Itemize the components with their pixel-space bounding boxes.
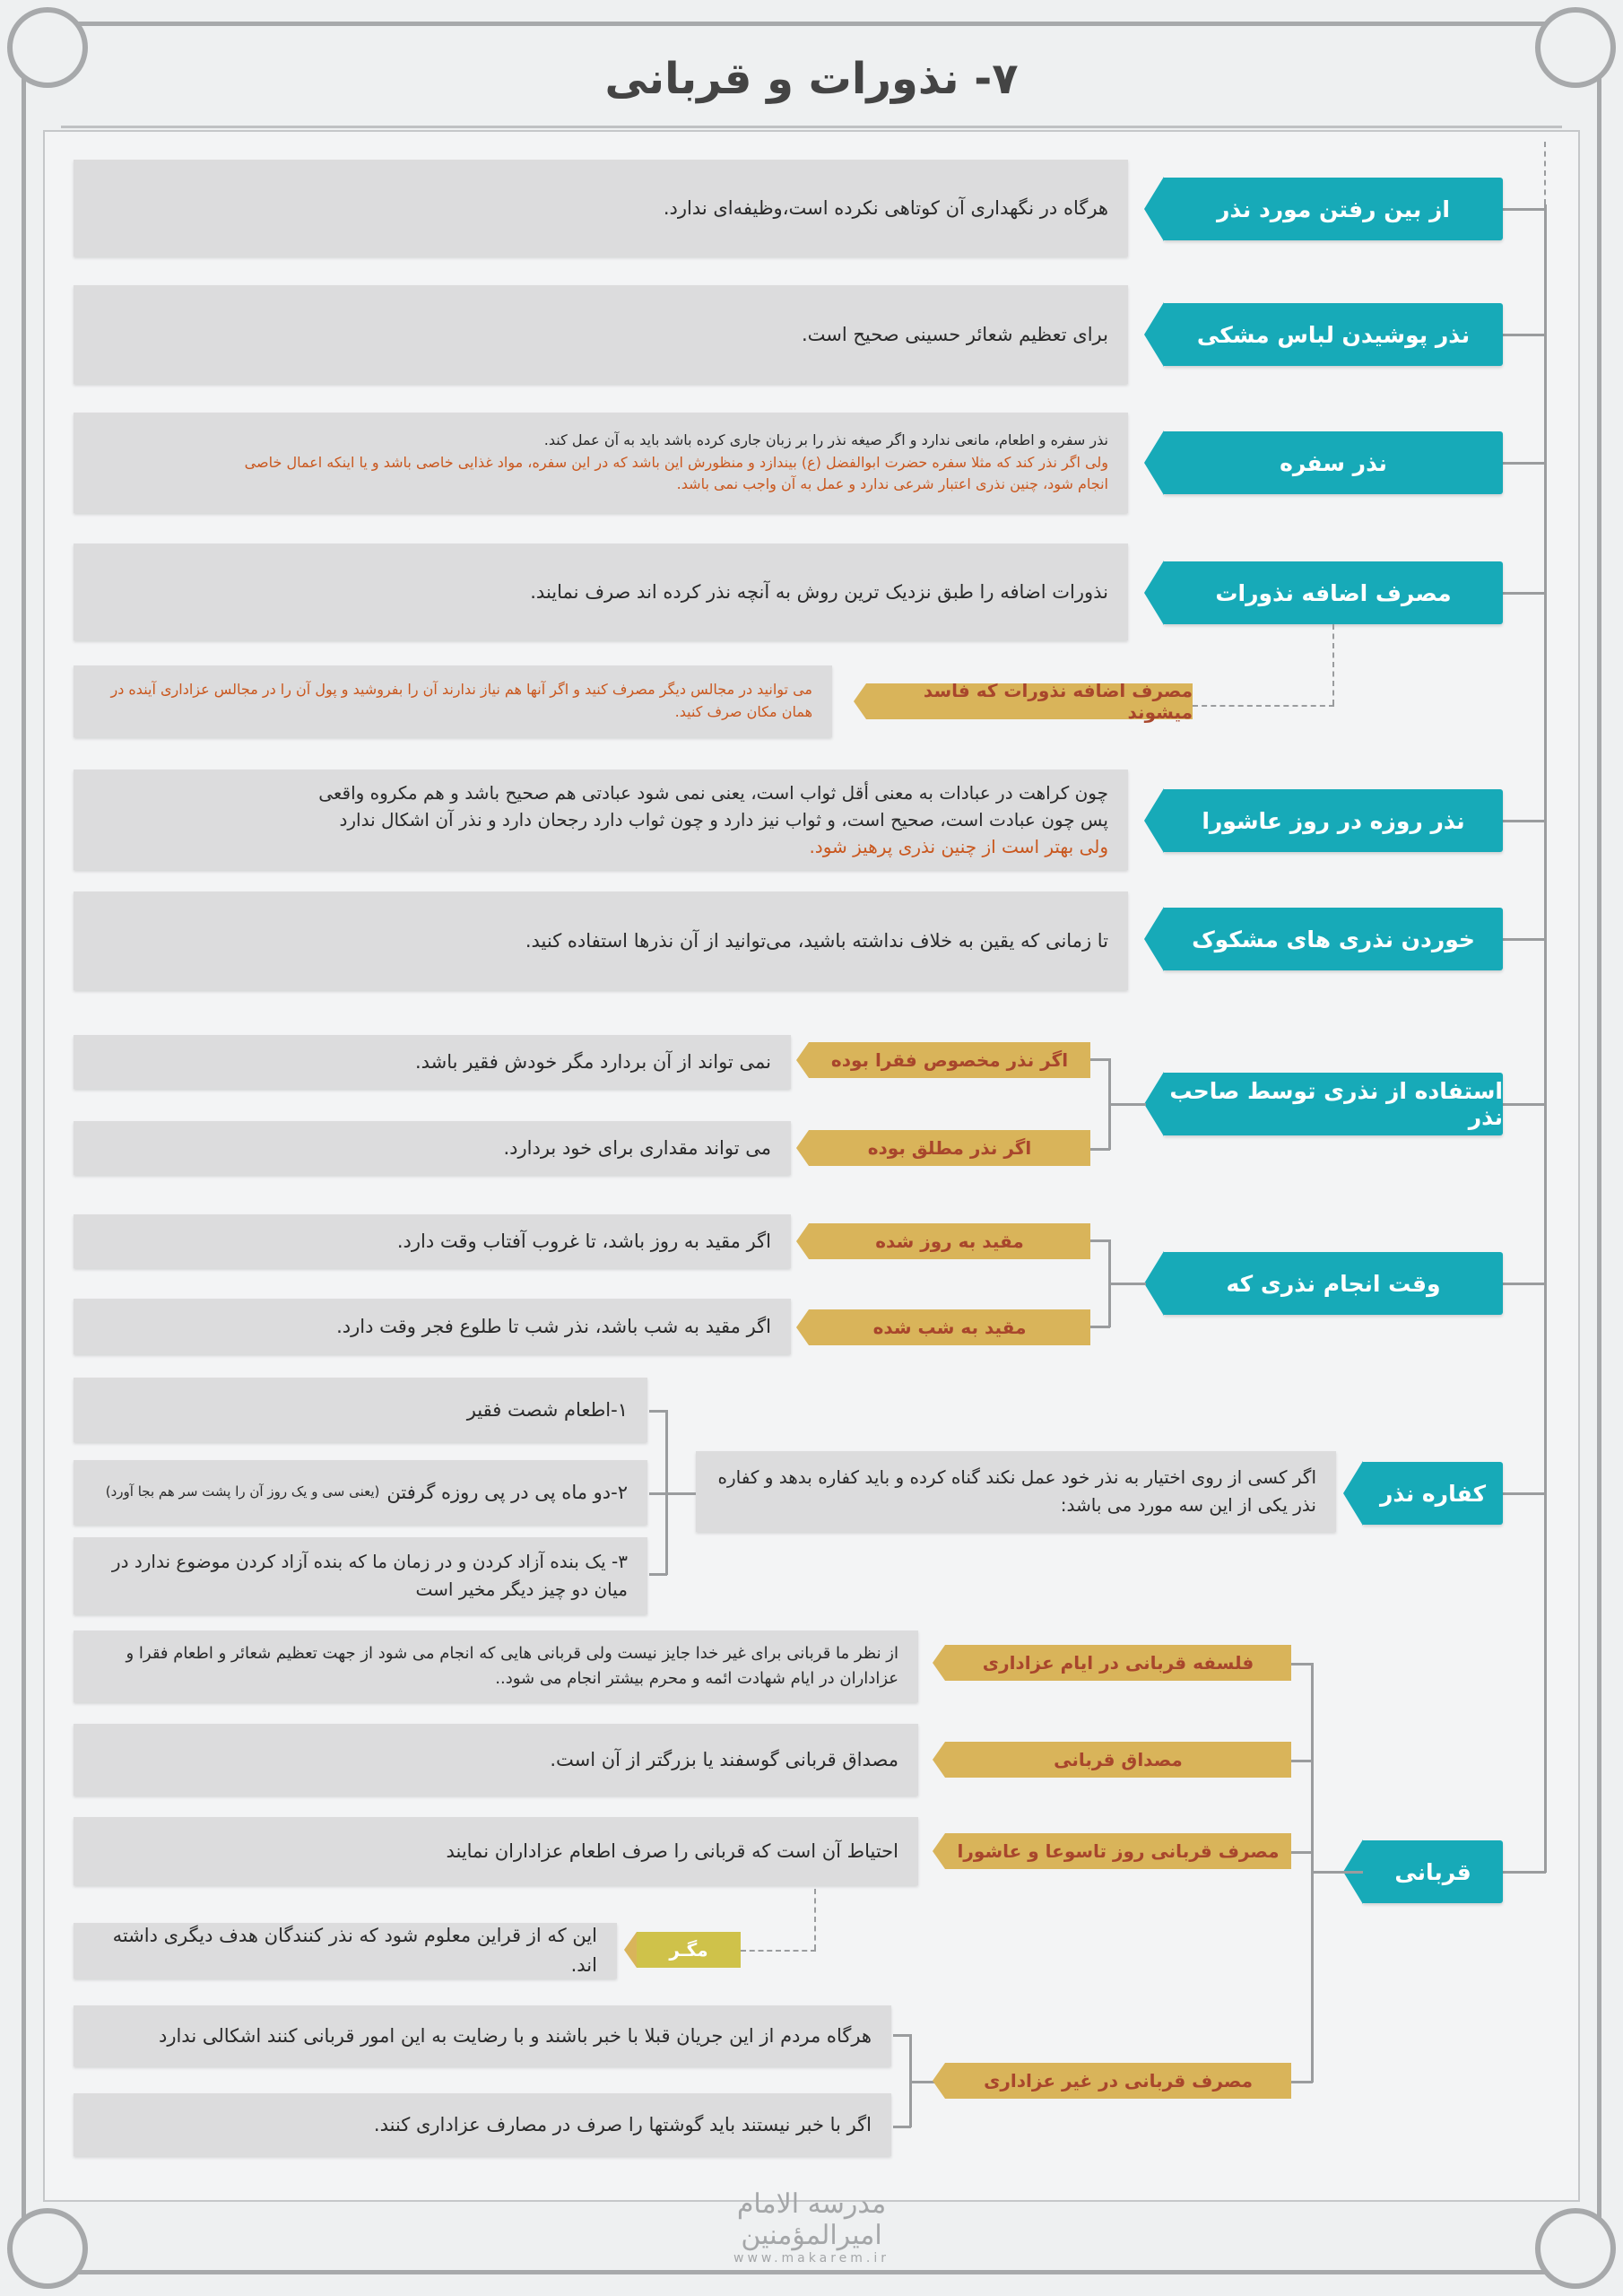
- connector: [1503, 1283, 1546, 1285]
- box-r3: [74, 413, 1128, 513]
- box-r2: [74, 285, 1128, 384]
- box-r10-d2: [74, 2093, 891, 2156]
- label-r8-a: [809, 1223, 1090, 1259]
- box-r7-a: [74, 1035, 791, 1089]
- box-r6: [74, 891, 1128, 990]
- box-r9: [696, 1451, 1336, 1532]
- label-r8-b: [809, 1309, 1090, 1345]
- connector: [1503, 820, 1546, 822]
- box-r5: [74, 770, 1128, 870]
- dashed-connector: [814, 1889, 816, 1950]
- logo-text: مدرسه الامام امیرالمؤمنین: [736, 2188, 887, 2251]
- header: [43, 38, 1580, 127]
- label-r1: [1164, 178, 1503, 240]
- label-r9: [1363, 1462, 1503, 1525]
- connector: [1503, 334, 1546, 336]
- label-r9-text: کفاره نذر: [1380, 1480, 1486, 1507]
- box-r9-opt1-text: ۱-اطعام شصت فقیر: [466, 1398, 628, 1421]
- box-r4-text: نذورات اضافه را طبق نزدیک ترین روش به آنچه نذر کرده اند صرف نمایند.: [530, 580, 1108, 603]
- label-r10-mgr: [637, 1932, 741, 1968]
- label-r7-text: استفاده از نذری توسط صاحب نذر: [1169, 1078, 1503, 1130]
- label-r6: [1164, 908, 1503, 970]
- box-r9-opt3-text: ۳- یک بنده آزاد کردن و در زمان ما که بنده آزاد کردن موضوع ندارد در میان دو چیز دیگر مخیر است: [111, 1551, 628, 1600]
- label-r10-b: [945, 1742, 1291, 1778]
- label-r2-text: نذر پوشیدن لباس مشکی: [1196, 321, 1471, 348]
- connector: [1503, 462, 1546, 465]
- label-r5: [1164, 789, 1503, 852]
- box-r5-line1: چون کراهت در عبادات به معنی أقل ثواب است، یعنی نمی شود عبادتی هم صحیح باشد و هم مکروه واقعی: [318, 782, 1108, 804]
- box-r9-opt3: [74, 1537, 647, 1614]
- bracket: [893, 2126, 911, 2128]
- label-r10-a-text: فلسفه قربانی در ایام عزاداری: [982, 1652, 1254, 1674]
- label-r10: [1363, 1840, 1503, 1903]
- box-r10-c: [74, 1817, 918, 1885]
- box-r10-d2-text: اگر با خبر نیستند باید گوشتها را صرف در مصارف عزاداری کنند.: [373, 2113, 872, 2135]
- box-r5-line2: پس چون عبادت است، صحیح است، و ثواب نیز دارد و چون ثواب دارد رجحان دارد و نذر آن اشکال ندارد: [339, 809, 1108, 831]
- box-r4-sub: [74, 665, 832, 737]
- logo-url: www.makarem.ir: [733, 2251, 890, 2266]
- box-r1-text: هرگاه در نگهداری آن کوتاهی نکرده است،وظیفه‌ای ندارد.: [663, 196, 1108, 219]
- label-r7-b: [809, 1130, 1090, 1166]
- connector: [1503, 1103, 1546, 1106]
- dashed-connector: [741, 1950, 816, 1952]
- box-r9-opt2: [74, 1460, 647, 1525]
- bracket: [1090, 1148, 1110, 1151]
- bracket: [1291, 1851, 1313, 1854]
- box-r5-line3: ولی بهتر است از چنین نذری پرهیز شود.: [809, 836, 1108, 857]
- label-r2: [1164, 303, 1503, 366]
- box-r8-b: [74, 1299, 791, 1354]
- box-r4-sub-text: می توانید در مجالس دیگر مصرف کنید و اگر آنها هم نیاز ندارند آن را بفروشید و پول آن را در مجالس عزاداری آینده در همان مکان صرف کنید.: [110, 681, 812, 720]
- title-divider: [61, 126, 1562, 128]
- bracket: [1313, 1871, 1363, 1874]
- box-r8-a: [74, 1214, 791, 1268]
- footer-logo: [677, 2188, 946, 2266]
- label-r8-b-text: مقید به شب شده: [872, 1317, 1027, 1338]
- box-r7-a-text: نمی تواند از آن بردارد مگر خودش فقیر باشد.: [414, 1050, 771, 1073]
- label-r4-text: مصرف اضافه نذورات: [1215, 579, 1452, 606]
- box-r4: [74, 544, 1128, 640]
- label-r10-d: [945, 2063, 1291, 2099]
- connector: [1503, 938, 1546, 941]
- box-r10-a-text: از نظر ما قربانی برای غیر خدا جایز نیست ولی قربانی هایی که انجام می شود از جهت تعظیم شعائر و اطعام فقرا و عزاداران در ایام شهادت ائمه و محرم بیشتر انجام می شود..: [126, 1644, 898, 1688]
- label-r7-b-text: اگر نذر مطلق بوده: [867, 1137, 1032, 1159]
- label-r3-text: نذر سفره: [1280, 449, 1387, 476]
- label-r4-sub-text: مصرف اضافه نذورات که فاسد میشوند: [923, 680, 1193, 723]
- label-r7: [1164, 1073, 1503, 1135]
- bracket: [1291, 1760, 1313, 1762]
- box-r9-opt2-text: ۲-دو ماه پی در پی روزه گرفتن: [386, 1481, 628, 1503]
- label-r5-text: نذر روزه در روز عاشورا: [1202, 807, 1465, 834]
- box-r7-b: [74, 1121, 791, 1175]
- connector: [1503, 1871, 1546, 1874]
- box-r10-b-text: مصداق قربانی گوسفند یا بزرگتر از آن است.: [550, 1748, 898, 1770]
- bracket: [1291, 2081, 1313, 2083]
- label-r3: [1164, 431, 1503, 494]
- label-r7-a-text: اگر نذر مخصوص فقرا بوده: [830, 1049, 1069, 1071]
- box-r10-d1: [74, 2005, 891, 2066]
- label-r10-text: قربانی: [1394, 1858, 1471, 1885]
- dashed-connector: [1193, 705, 1334, 707]
- label-r6-text: خوردن نذری های مشکوک: [1192, 926, 1475, 952]
- main-connector: [1544, 204, 1547, 1873]
- label-r10-b-text: مصداق قربانی: [1054, 1749, 1183, 1770]
- box-r10-mgr-text: این که از قراین معلوم شود که نذر کنندگان هدف دیگری داشته اند.: [112, 1925, 597, 1976]
- box-r6-text: تا زمانی که یقین به خلاف نداشته باشید، می‌توانید از آن نذرها استفاده کنید.: [525, 929, 1108, 952]
- box-r9-opt1: [74, 1378, 647, 1442]
- box-r10-c-text: احتیاط آن است که قربانی را صرف اطعام عزاداران نمایند: [446, 1839, 898, 1862]
- box-r8-a-text: اگر مقید به روز باشد، تا غروب آفتاب وقت دارد.: [396, 1230, 771, 1252]
- box-r7-b-text: می تواند مقداری برای خود بردارد.: [503, 1136, 771, 1159]
- label-r7-a: [809, 1042, 1090, 1078]
- box-r3-line1: نذر سفره و اطعام، مانعی ندارد و اگر صیغه نذر را بر زبان جاری کرده باشد باید به آن عمل کند.: [543, 430, 1108, 448]
- label-r10-mgr-text: مگـر: [669, 1939, 708, 1961]
- bracket: [1110, 1283, 1146, 1285]
- frame-corner-ornament: [7, 2208, 88, 2289]
- bracket: [1090, 1326, 1110, 1328]
- box-r10-b: [74, 1724, 918, 1796]
- top-dashed-connector: [1544, 142, 1546, 204]
- bracket: [893, 2034, 911, 2037]
- label-r4: [1164, 561, 1503, 624]
- box-r3-line2: ولی اگر نذر کند که مثلا سفره حضرت ابوالفضل (ع) بیندازد و منظورش این باشد که در این سفره، مواد غذایی خاصی باشد و یا اینکه اعمال خاصی: [244, 453, 1108, 471]
- bracket: [1110, 1103, 1146, 1106]
- label-r10-c-text: مصرف قربانی روز تاسوعا و عاشورا: [957, 1840, 1280, 1862]
- connector: [1503, 1492, 1546, 1495]
- bracket: [1291, 1663, 1313, 1665]
- page-title: ۷- نذورات و قربانی: [604, 54, 1019, 104]
- box-r2-text: برای تعظیم شعائر حسینی صحیح است.: [801, 323, 1108, 345]
- box-r9-text: اگر کسی از روی اختیار به نذر خود عمل نکند گناه کرده و باید کفاره بدهد و کفاره نذر یکی از این سه مورد می باشد:: [717, 1466, 1316, 1516]
- bracket: [1090, 1058, 1110, 1061]
- box-r10-d1-text: هرگاه مردم از این جریان قبلا با خبر باشند و با رضایت به این امور قربانی کنند اشکالی ندارد: [158, 2024, 872, 2047]
- bracket: [649, 1573, 667, 1576]
- label-r8-text: وقت انجام نذری که: [1226, 1270, 1441, 1297]
- label-r10-a: [945, 1645, 1291, 1681]
- box-r10-mgr: [74, 1923, 617, 1979]
- box-r3-line3: انجام شود، چنین نذری اعتبار شرعی ندارد و عمل به آن واجب نمی باشد.: [676, 475, 1108, 493]
- bracket: [1090, 1239, 1110, 1242]
- box-r1: [74, 160, 1128, 257]
- box-r10-a: [74, 1631, 918, 1702]
- label-r10-c: [945, 1833, 1291, 1869]
- label-r8-a-text: مقید به روز شده: [875, 1231, 1024, 1252]
- bracket: [649, 1492, 696, 1495]
- label-r8: [1164, 1252, 1503, 1315]
- bracket: [649, 1410, 667, 1413]
- label-r10-d-text: مصرف قربانی در غیر عزاداری: [984, 2070, 1253, 2092]
- box-r8-b-text: اگر مقید به شب باشد، نذر شب تا طلوع فجر وقت دارد.: [336, 1315, 771, 1337]
- dashed-connector: [1332, 624, 1334, 705]
- connector: [1503, 208, 1546, 211]
- connector: [1503, 592, 1546, 595]
- label-r4-sub: [866, 680, 1193, 723]
- label-r1-text: از بین رفتن مورد نذر: [1217, 196, 1450, 222]
- frame-corner-ornament: [1535, 2208, 1616, 2289]
- box-r9-opt2-note: (یعنی سی و یک روز آن را پشت سر هم بجا آورد): [105, 1483, 380, 1500]
